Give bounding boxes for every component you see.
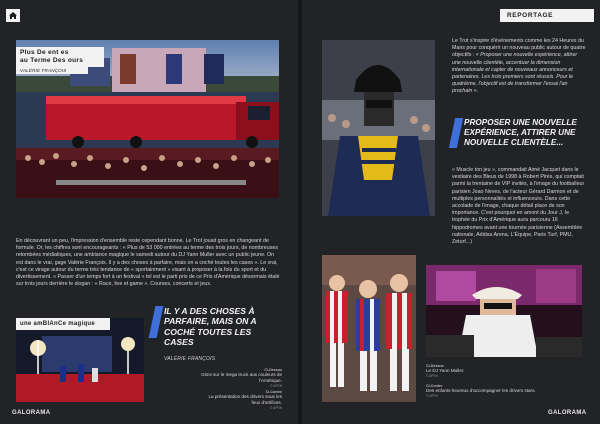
footer-logo-right: GALORAMA [548,410,587,416]
caption-text: Le DJ Yann Muller. [426,368,465,373]
home-icon[interactable] [6,9,20,22]
byline: VALÉRIE FRANÇOIS [16,67,88,74]
dj-photo [426,265,582,357]
right-caption-1 [426,364,576,378]
stage-photo [16,318,144,402]
left-caption-1 [200,368,282,388]
intro-plain: Le Trot s'inspire d'événements comme les 24 Heures du Mans pour conquérir un nouveau public autour de quatre objectifs : [452,38,586,59]
caption-credit: © APRH [426,394,438,398]
caption-label: Ci-Dessus [426,364,444,368]
section-tab: REPORTAGE [500,9,594,22]
intro-italic: « Proposer une nouvelle expérience, attirer une nouvelle clientèle, accentuer la dimension internationale et capter de nouveaux annonceurs et partenaires. Les trois premiers sont réussis. Pour le quatrième, l'objectif est de transformer l'essai l'an prochain ». [452,52,578,95]
page-gutter [298,0,302,424]
left-caption-2 [200,390,282,410]
caption-credit: © APRH [270,406,282,410]
left-body-text: En découvrant un peu, l'impression d'ensemble reste cependant bonne. Le Trot jouait gros en changeant de formule. Or, les chiffres sont encourageants : « Plus de 53 000 entrées au terme des trois jours, de nombreuses retombées médiatiques, une ambiance magique le samedi autour du DJ Yann Muller avec un public jeune. On est dans le vrai, gage Valérie François. Il y a des choses à parfaire, mais on a coché toutes les cases ». Le vrai, c'est ce virage autour du terme très tendance de « sportainment » visant à proposer à la fois du sport et du divertissement. « Passer d'un temps fort à un festival » tel est le parti pris de ce Prix d'Amérique désormais étalé sur trois jours derrière le slogan : « Race, live et game ». Courses, concerts et jeux. [16,238,280,288]
caption-label: Ci-Dessus [264,368,282,372]
caption-text: La présentation des drivers sous les feux d'artifices. [208,394,282,405]
kids-photo [322,255,416,402]
right-intro-text [452,38,586,96]
right-caption-2 [426,384,576,398]
jockey-photo [322,40,435,216]
caption-credit: © APRH [426,374,438,378]
stadium-caption [16,47,104,74]
caption-text: Des enfants heureux d'accompagner les drivers stars. [426,388,536,393]
caption-line-1: Plus De ent es [20,49,69,56]
right-pull-quote: PROPOSER UNE NOUVELLE EXPÉRIENCE, ATTIRER UNE NOUVELLE CLIENTÈLE... [464,118,577,147]
caption-label: Ci-Contre [426,384,443,388]
right-body-text: « Muscle ton jeu », commandait Aimé Jacquet dans le vestiaire des Bleus de 1998 à Robert Pirès, qui comptait parmi la trentaine de VIP invités, à l'image du footballeur parisien Joao Neves, de l'acteur Gérard Darmon et de multiples personnalités et influenceurs. Dans cette accolade de l'image, chaque détail place de son importance. C'est pourquoi en amont du Jour J, le trophée du Prix d'Amérique aura parcouru 16 hippodromes avant une tournée parisienne (Assemblée nationale, Adidas Arena, L'Équipe, Paris Turf, PMU, Zeturf...) [452,167,585,246]
stage-caption: une amBIAnCe magique [16,318,110,330]
left-pull-quote: IL Y A DES CHOSES À PARFAIRE, MAIS ON A COCHÉ TOUTES LES CASES [164,306,257,348]
caption-line-2: au Terme Des ours [20,57,84,64]
footer-logo-left: GALORAMA [12,410,51,416]
caption-text: Gims sur le mega truck aux couleurs de l'Amérique. [201,372,282,383]
caption-label: Ci-Contre [265,390,282,394]
left-quote-author: VALÉRIE FRANÇOIS [164,356,216,362]
caption-credit: © APRH [270,384,282,388]
